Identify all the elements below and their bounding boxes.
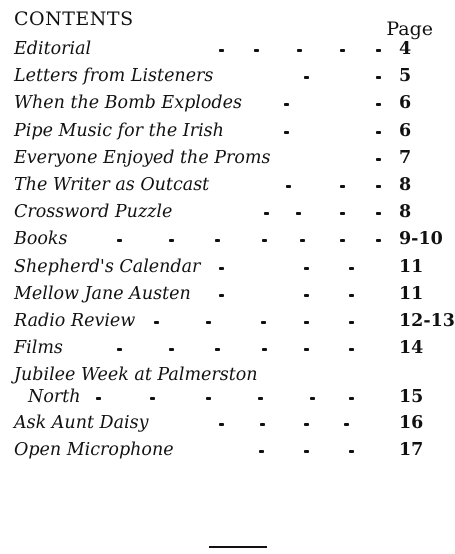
toc-entry [14, 362, 433, 410]
toc-entry [14, 335, 433, 362]
leader-dots [14, 284, 385, 306]
toc-entry-title: Ask Aunt Daisy [14, 413, 149, 434]
leader-dot [310, 397, 315, 400]
toc-entry-page-number: 8 [399, 174, 412, 195]
leader-dot [96, 397, 101, 400]
leader-dot [284, 103, 289, 106]
leader-dots [14, 93, 385, 115]
toc-entry [14, 226, 443, 253]
leader-dot [169, 239, 174, 242]
toc-entry [14, 63, 433, 90]
toc-entry-page-number: 5 [399, 66, 412, 87]
toc-entry [14, 118, 433, 145]
leader-dot [376, 158, 381, 161]
leader-dots [14, 175, 385, 197]
toc-entry-page-number: 12-13 [399, 310, 455, 331]
toc-entry-title: Pipe Music for the Irish [14, 120, 224, 141]
toc-entry-title: Everyone Enjoyed the Proms [14, 147, 271, 168]
leader-dot [376, 49, 381, 52]
contents-title: CONTENTS [14, 8, 134, 30]
toc-entry [14, 172, 433, 199]
contents-header [14, 6, 433, 40]
leader-dots [14, 121, 385, 143]
leader-dot [219, 267, 224, 270]
toc-entry-title: Crossword Puzzle [14, 202, 173, 223]
toc-entry [14, 36, 433, 63]
leader-dot [206, 397, 211, 400]
leader-dot [286, 185, 291, 188]
leader-dot [260, 423, 265, 426]
leader-dots [14, 311, 385, 333]
leader-dots [14, 257, 385, 279]
leader-dots [14, 440, 385, 462]
leader-dot [349, 348, 354, 351]
leader-dot [154, 321, 159, 324]
toc-entry-page-number: 7 [399, 147, 412, 168]
leader-dot [349, 321, 354, 324]
leader-dots [14, 413, 385, 435]
leader-dot [219, 49, 224, 52]
contents-list [14, 36, 455, 465]
leader-dot [296, 212, 301, 215]
toc-entry-title: Films [14, 338, 63, 359]
toc-entry-title: The Writer as Outcast [14, 174, 210, 195]
leader-dot [349, 397, 354, 400]
leader-dot [284, 131, 289, 134]
toc-entry-page-number: 14 [399, 338, 424, 359]
toc-entry-title: Mellow Jane Austen [14, 283, 191, 304]
leader-dot [340, 185, 345, 188]
toc-entry [14, 410, 433, 437]
leader-dots [14, 66, 385, 88]
leader-dot [259, 450, 264, 453]
toc-entry [14, 199, 433, 226]
toc-entry-page-number: 15 [399, 387, 424, 408]
toc-entry-page-number: 17 [399, 440, 424, 461]
leader-dot [340, 49, 345, 52]
leader-dot [261, 321, 266, 324]
page-column-heading: Page [386, 18, 433, 40]
leader-dots [14, 148, 385, 170]
toc-entry-title: When the Bomb Explodes [14, 93, 242, 114]
leader-dot [376, 103, 381, 106]
leader-dots [14, 387, 385, 409]
leader-dot [262, 239, 267, 242]
leader-dots [14, 39, 385, 61]
toc-entry [14, 281, 433, 308]
toc-entry-title: Books [14, 229, 68, 250]
leader-dot [304, 348, 309, 351]
leader-dot [219, 294, 224, 297]
leader-dots [14, 229, 385, 251]
leader-dot [340, 212, 345, 215]
toc-entry-title: Open Microphone [14, 440, 174, 461]
leader-dot [304, 76, 309, 79]
leader-dot [376, 131, 381, 134]
toc-entry-page-number: 6 [399, 93, 412, 114]
toc-entry-title: Jubilee Week at Palmerston [14, 365, 258, 386]
leader-dot [258, 397, 263, 400]
toc-entry-title: Editorial [14, 39, 92, 59]
leader-dot [264, 212, 269, 215]
toc-entry [14, 437, 433, 464]
toc-entry-page-number: 16 [399, 413, 424, 434]
leader-dot [215, 239, 220, 242]
leader-dot [349, 450, 354, 453]
toc-entry [14, 90, 433, 117]
leader-dots [14, 338, 385, 360]
toc-entry-title-continued: North [28, 387, 81, 408]
toc-entry-title: Shepherd's Calendar [14, 256, 201, 277]
leader-dot [340, 239, 345, 242]
toc-entry-page-number: 9-10 [399, 229, 443, 250]
divider-rule [209, 546, 267, 548]
leader-dot [349, 294, 354, 297]
leader-dot [376, 239, 381, 242]
leader-dot [297, 49, 302, 52]
leader-dot [304, 321, 309, 324]
toc-entry-page-number: 4 [399, 39, 412, 59]
leader-dot [262, 348, 267, 351]
toc-entry-page-number: 6 [399, 120, 412, 141]
leader-dot [304, 267, 309, 270]
toc-entry-title: Letters from Listeners [14, 66, 214, 87]
leader-dots [14, 202, 385, 224]
leader-dot [349, 267, 354, 270]
leader-dot [219, 423, 224, 426]
leader-dot [254, 49, 259, 52]
toc-entry [14, 145, 433, 172]
leader-dot [169, 348, 174, 351]
leader-dot [376, 212, 381, 215]
leader-dot [304, 294, 309, 297]
leader-dot [376, 185, 381, 188]
leader-dot [206, 321, 211, 324]
toc-entry-page-number: 8 [399, 202, 412, 223]
leader-dot [344, 423, 349, 426]
leader-dot [215, 348, 220, 351]
leader-dot [150, 397, 155, 400]
leader-dot [304, 423, 309, 426]
leader-dot [300, 239, 305, 242]
toc-entry [14, 254, 433, 281]
toc-entry-page-number: 11 [399, 256, 424, 277]
toc-entry [14, 308, 455, 335]
leader-dot [376, 76, 381, 79]
toc-entry-page-number: 11 [399, 283, 424, 304]
toc-entry-title: Radio Review [14, 310, 136, 331]
leader-dot [117, 348, 122, 351]
leader-dot [117, 239, 122, 242]
leader-dot [304, 450, 309, 453]
